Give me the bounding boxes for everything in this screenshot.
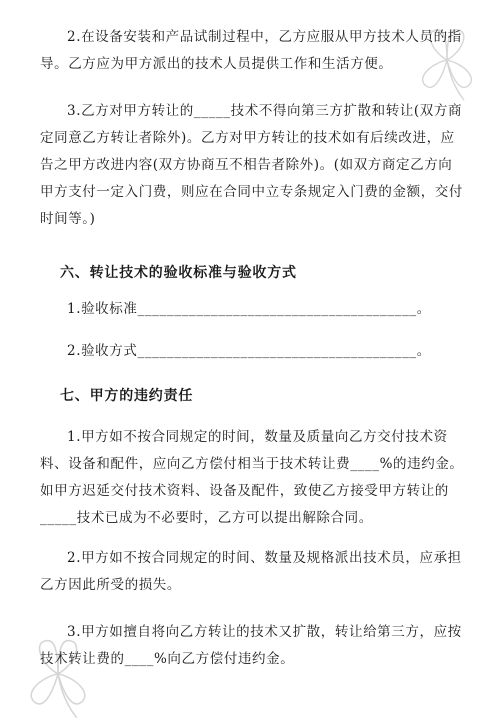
section-heading-liability: 七、甲方的违约责任 <box>60 388 194 404</box>
acceptance-standard-line: 1.验收标准______________________________________。 <box>67 301 431 317</box>
paragraph-technician-dispatch: 2.甲方如不按合同规定的时间、数量及规格派出技术员，应承担乙方因此所受的损失。 <box>40 550 462 593</box>
paragraph-late-delivery: 1.甲方如不按合同规定的时间，数量及质量向乙方交付技术资料、设备和配件，应向乙方偿付相当于技术转让费____%的违约金。如甲方迟延交付技术资料、设备及配件，致使乙方接受甲方转让的_____技术已成为不必要时，乙方可以提出解除合同。 <box>40 429 464 526</box>
paragraph-unauthorized-transfer: 3.甲方如擅自将向乙方转让的技术又扩散，转让给第三方，应按技术转让费的____%向乙方偿付违约金。 <box>40 624 462 667</box>
paragraph-technician-obey: 2.在设备安装和产品试制过程中，乙方应服从甲方技术人员的指导。乙方应为甲方派出的技术人员提供工作和生活方便。 <box>40 29 462 72</box>
acceptance-method-line: 2.验收方式______________________________________。 <box>67 343 431 359</box>
paragraph-no-disclosure: 3.乙方对甲方转让的_____技术不得向第三方扩散和转让(双方商定同意乙方转让者除外)。乙方对甲方转让的技术如有后续改进，应告之甲方改进内容(双方协商互不相告者除外)。(如双方商定乙方向甲方支付一定入门费，则应在合同中立专条规定入门费的金额，交付时间等。) <box>40 103 463 227</box>
section-heading-acceptance: 六、转让技术的验收标准与验收方式 <box>60 265 297 281</box>
